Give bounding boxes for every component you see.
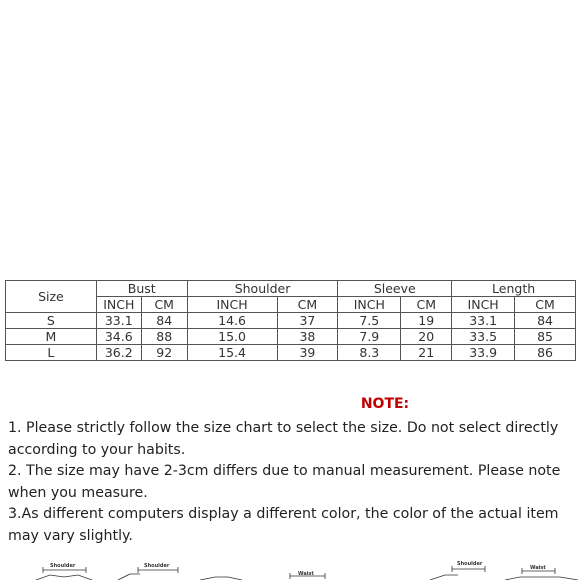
table-cell: 33.1 bbox=[452, 313, 515, 329]
size-cell: M bbox=[6, 329, 97, 345]
length-header: Length bbox=[452, 281, 576, 297]
table-cell: 15.0 bbox=[187, 329, 277, 345]
table-row bbox=[6, 345, 576, 361]
table-row bbox=[6, 329, 576, 345]
table-cell: 85 bbox=[515, 329, 576, 345]
unit-header: CM bbox=[515, 297, 576, 313]
unit-header: INCH bbox=[187, 297, 277, 313]
diagram-label: Shoulder bbox=[50, 563, 76, 569]
table-cell: 21 bbox=[401, 345, 452, 361]
table-cell: 14.6 bbox=[187, 313, 277, 329]
unit-header: INCH bbox=[96, 297, 141, 313]
table-cell: 15.4 bbox=[187, 345, 277, 361]
header-row bbox=[6, 281, 576, 297]
size-cell: S bbox=[6, 313, 97, 329]
table-cell: 19 bbox=[401, 313, 452, 329]
unit-header: CM bbox=[141, 297, 187, 313]
diagram-label: Waist bbox=[530, 565, 546, 571]
unit-header: INCH bbox=[338, 297, 401, 313]
table-cell: 86 bbox=[515, 345, 576, 361]
table-cell: 92 bbox=[141, 345, 187, 361]
table-cell: 7.5 bbox=[338, 313, 401, 329]
table-cell: 39 bbox=[277, 345, 338, 361]
note-list bbox=[8, 418, 572, 547]
bust-header: Bust bbox=[96, 281, 187, 297]
table-cell: 20 bbox=[401, 329, 452, 345]
unit-header: CM bbox=[401, 297, 452, 313]
unit-header: INCH bbox=[452, 297, 515, 313]
note-title: NOTE: bbox=[360, 396, 410, 412]
table-cell: 84 bbox=[515, 313, 576, 329]
diagram-label: Waist bbox=[298, 571, 314, 577]
sleeve-header: Sleeve bbox=[338, 281, 452, 297]
table-cell: 33.1 bbox=[96, 313, 141, 329]
table-cell: 34.6 bbox=[96, 329, 141, 345]
garment-outline-icon bbox=[0, 560, 580, 580]
table-cell: 36.2 bbox=[96, 345, 141, 361]
unit-header: CM bbox=[277, 297, 338, 313]
table-cell: 33.5 bbox=[452, 329, 515, 345]
table-cell: 84 bbox=[141, 313, 187, 329]
table-cell: 8.3 bbox=[338, 345, 401, 361]
size-cell: L bbox=[6, 345, 97, 361]
table-cell: 7.9 bbox=[338, 329, 401, 345]
table-cell: 37 bbox=[277, 313, 338, 329]
size-header: Size bbox=[6, 281, 97, 313]
diagram-label: Shoulder bbox=[144, 563, 170, 569]
measurement-diagrams bbox=[0, 560, 580, 580]
note-line: 3.As different computers display a different color, the color of the actual item may vary slightly. bbox=[8, 506, 559, 544]
table-cell: 38 bbox=[277, 329, 338, 345]
table-cell: 88 bbox=[141, 329, 187, 345]
note-line: 2. The size may have 2-3cm differs due to manual measurement. Please note when you measure. bbox=[8, 463, 561, 501]
table-row bbox=[6, 313, 576, 329]
size-chart bbox=[5, 280, 576, 361]
note-line: 1. Please strictly follow the size chart to select the size. Do not select directly according to your habits. bbox=[8, 420, 559, 458]
table-cell: 33.9 bbox=[452, 345, 515, 361]
size-table bbox=[5, 280, 576, 361]
shoulder-header: Shoulder bbox=[187, 281, 338, 297]
diagram-label: Shoulder bbox=[457, 561, 483, 567]
